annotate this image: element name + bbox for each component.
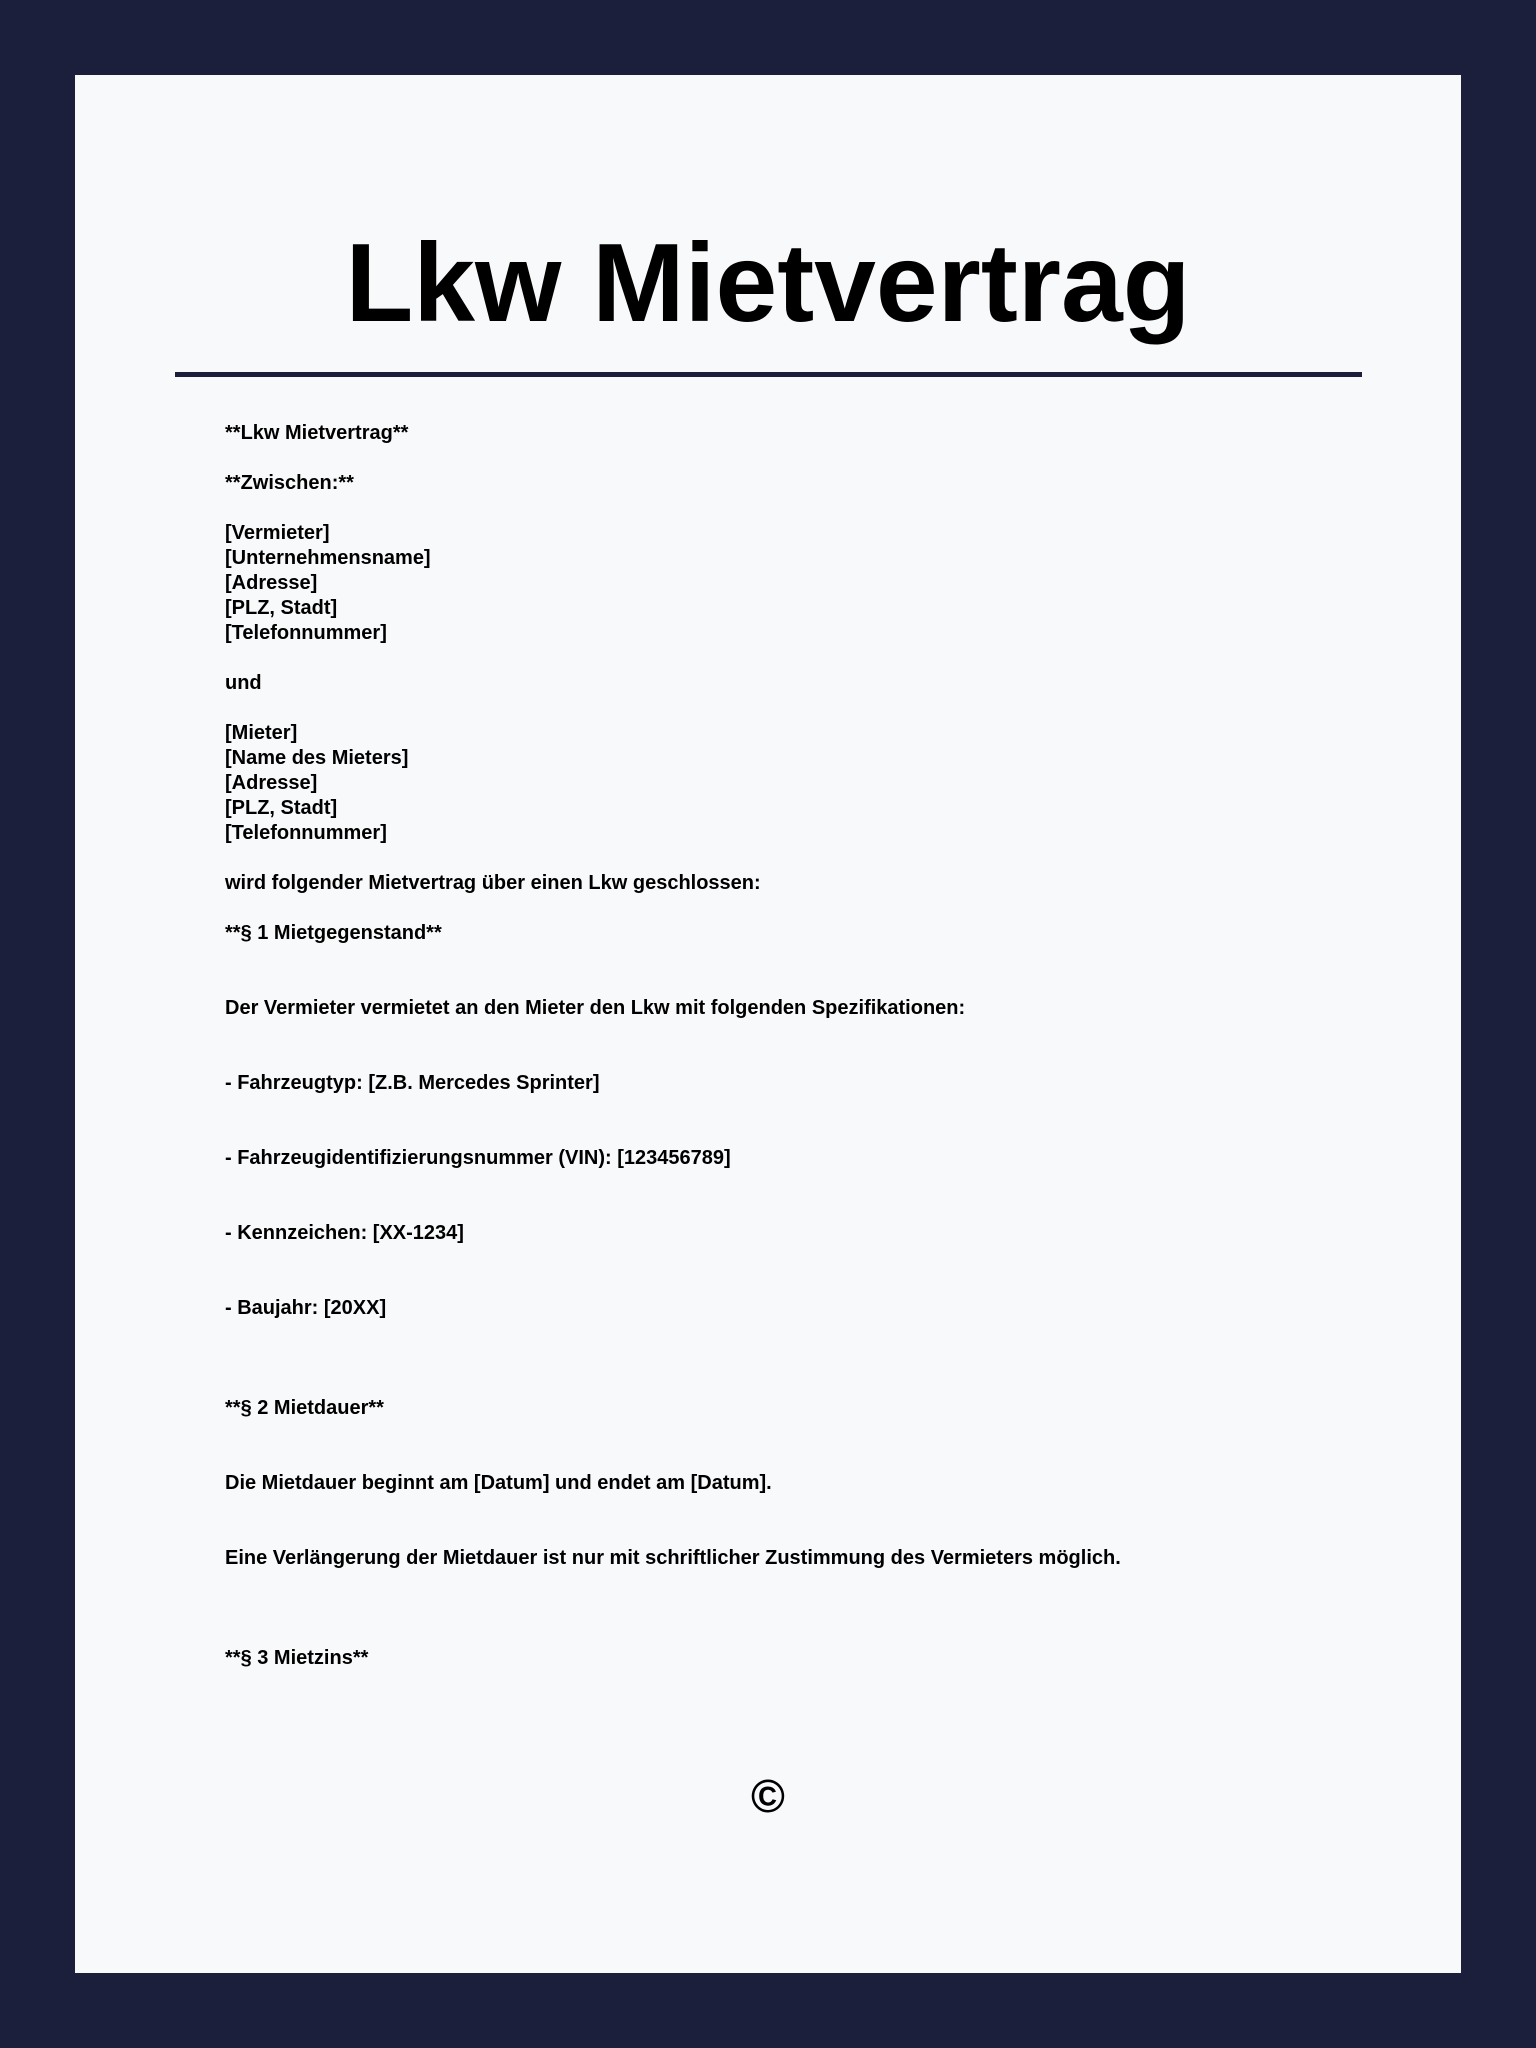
landlord-phone: [Telefonnummer]	[225, 622, 387, 644]
tenant-phone: [Telefonnummer]	[225, 822, 387, 844]
between-label: **Zwischen:**	[225, 472, 354, 494]
title-divider	[175, 372, 1362, 377]
section-1-text: Der Vermieter vermietet an den Mieter den Lkw mit folgenden Spezifikationen:	[225, 997, 966, 1019]
landlord-company: [Unternehmensname]	[225, 547, 431, 569]
section-3-heading: **§ 3 Mietzins**	[225, 1647, 369, 1669]
section-2-text-1: Die Mietdauer beginnt am [Datum] und endet am [Datum].	[225, 1472, 772, 1494]
contract-heading: **Lkw Mietvertrag**	[225, 422, 409, 444]
copyright-symbol: ©	[751, 1770, 785, 1822]
vehicle-type-item: - Fahrzeugtyp: [Z.B. Mercedes Sprinter]	[225, 1072, 600, 1094]
document-page	[75, 75, 1461, 1973]
vin-item: - Fahrzeugidentifizierungsnummer (VIN): [123456789]	[225, 1147, 731, 1169]
tenant-city: [PLZ, Stadt]	[225, 797, 338, 819]
tenant-address: [Adresse]	[225, 772, 318, 794]
section-2-text-2: Eine Verlängerung der Mietdauer ist nur mit schriftlicher Zustimmung des Vermieters möglich.	[225, 1547, 1121, 1569]
tenant-name: [Name des Mieters]	[225, 747, 409, 769]
contract-body	[225, 421, 1405, 1671]
document-title: Lkw Mietvertrag	[345, 221, 1191, 345]
contract-intro: wird folgender Mietvertrag über einen Lkw geschlossen:	[225, 872, 761, 894]
section-1-heading: **§ 1 Mietgegenstand**	[225, 922, 442, 944]
landlord-role: [Vermieter]	[225, 522, 330, 544]
and-label: und	[225, 672, 262, 694]
section-2-heading: **§ 2 Mietdauer**	[225, 1397, 384, 1419]
plate-item: - Kennzeichen: [XX-1234]	[225, 1222, 464, 1244]
tenant-block	[225, 721, 1405, 846]
tenant-role: [Mieter]	[225, 722, 298, 744]
year-item: - Baujahr: [20XX]	[225, 1297, 387, 1319]
landlord-block	[225, 521, 1405, 646]
landlord-address: [Adresse]	[225, 572, 318, 594]
landlord-city: [PLZ, Stadt]	[225, 597, 338, 619]
